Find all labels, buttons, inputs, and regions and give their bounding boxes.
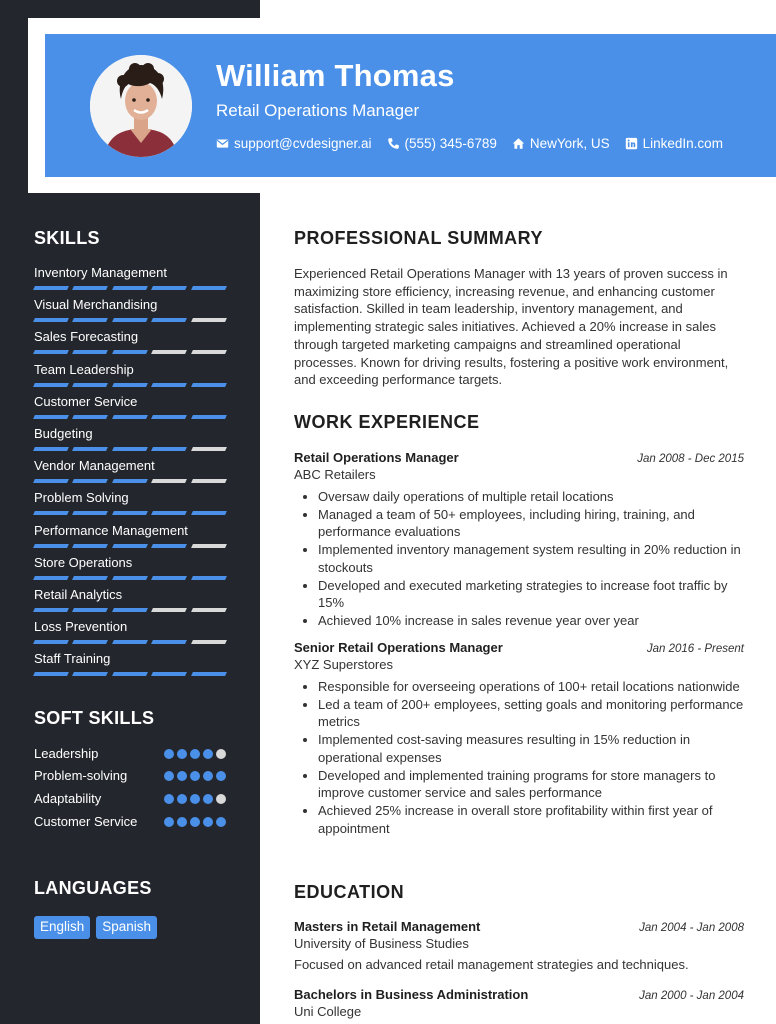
linkedin-icon — [625, 137, 638, 150]
skill-item — [34, 650, 226, 682]
profile-photo — [90, 55, 192, 157]
contact-phone-text: (555) 345-6789 — [404, 135, 497, 151]
skill-item — [34, 328, 226, 360]
skill-level-segment-filled — [151, 511, 187, 515]
home-icon — [512, 137, 525, 150]
skill-level-segment-filled — [33, 511, 69, 515]
skill-level-segment-filled — [151, 415, 187, 419]
envelope-icon — [216, 137, 229, 150]
skill-name: Vendor Management — [34, 458, 155, 474]
skill-level-segment-empty — [191, 640, 227, 644]
soft-skill-name: Adaptability — [34, 791, 102, 806]
language-tag: Spanish — [96, 916, 157, 939]
skill-level-segment-filled — [151, 286, 187, 290]
education-entry — [294, 987, 744, 1019]
skill-level-segment-empty — [151, 350, 187, 354]
skill-name: Performance Management — [34, 522, 188, 538]
skill-name: Loss Prevention — [34, 619, 128, 635]
skill-level-segment-filled — [191, 511, 227, 515]
skill-level-segment-filled — [72, 447, 108, 451]
skill-level-segment-filled — [112, 640, 148, 644]
job-bullets — [294, 488, 744, 630]
rating-dot-filled — [177, 817, 187, 827]
candidate-title: Retail Operations Manager — [216, 101, 420, 120]
rating-dot-filled — [190, 749, 200, 759]
skill-level-bar — [34, 286, 226, 290]
job-bullet: • Developed and implemented training programs for store managers to improve customer service and sales performance — [318, 767, 744, 802]
skill-level-segment-filled — [151, 318, 187, 322]
job-bullet: • Oversaw daily operations of multiple retail locations — [318, 488, 744, 506]
skill-level-segment-filled — [112, 286, 148, 290]
skill-level-bar — [34, 318, 226, 322]
skill-item — [34, 264, 226, 296]
skills-heading: SKILLS — [34, 228, 100, 248]
skill-level-segment-filled — [112, 576, 148, 580]
rating-dot-filled — [164, 749, 174, 759]
job-bullets — [294, 678, 744, 837]
rating-dot-filled — [177, 794, 187, 804]
skill-level-segment-filled — [72, 544, 108, 548]
phone-icon — [387, 137, 400, 150]
skill-level-segment-filled — [112, 544, 148, 548]
rating-dot-filled — [216, 817, 226, 827]
education-heading: EDUCATION — [294, 882, 405, 902]
skill-item — [34, 489, 226, 521]
job-entry — [294, 640, 744, 837]
job-bullet: • Implemented inventory management system resulting in 20% reduction in stockouts — [318, 541, 744, 576]
skill-level-segment-filled — [72, 415, 108, 419]
skill-level-segment-empty — [191, 447, 227, 451]
contact-linkedin-text: LinkedIn.com — [642, 135, 723, 151]
skill-level-segment-empty — [191, 608, 227, 612]
skill-item — [34, 393, 226, 425]
rating-dot-empty — [216, 749, 226, 759]
skill-level-segment-filled — [33, 640, 69, 644]
skill-level-segment-empty — [191, 544, 227, 548]
skill-level-segment-filled — [72, 640, 108, 644]
contact-location[interactable] — [512, 136, 610, 151]
skill-level-bar — [34, 544, 226, 548]
skill-level-segment-empty — [151, 608, 187, 612]
skill-name: Store Operations — [34, 554, 133, 570]
job-bullet: • Implemented cost-saving measures resulting in 15% reduction in operational expenses — [318, 731, 744, 766]
rating-dot-empty — [216, 794, 226, 804]
soft-skill-rating — [164, 794, 226, 804]
skill-level-segment-filled — [33, 383, 69, 387]
job-bullet: • Developed and executed marketing strategies to increase foot traffic by 15% — [318, 577, 744, 612]
skill-item — [34, 296, 226, 328]
soft-skills-heading: SOFT SKILLS — [34, 708, 155, 728]
soft-skill-item — [34, 813, 226, 830]
skill-name: Problem Solving — [34, 490, 129, 506]
skill-item — [34, 586, 226, 618]
job-bullet: • Achieved 25% increase in overall store profitability within first year of appointment — [318, 802, 744, 837]
skill-level-segment-filled — [33, 576, 69, 580]
skill-level-segment-filled — [112, 350, 148, 354]
skill-level-segment-filled — [33, 608, 69, 612]
job-dates: Jan 2008 - Dec 2015 — [637, 453, 744, 465]
soft-skill-rating — [164, 771, 226, 781]
skill-item — [34, 457, 226, 489]
summary-text: Experienced Retail Operations Manager with 13 years of proven success in maximizing store efficiency, increasing revenue, and enhancing customer satisfaction. Skilled in team leadership, inventory management, and implementing strategic sales initiatives. Achieved a 20% increase in sales through targeted marketing campaigns and streamlined operational processes. Known for driving results, fostering a positive work environment, and exceeding performance targets. — [294, 266, 729, 388]
skill-level-segment-empty — [191, 318, 227, 322]
skill-item — [34, 361, 226, 393]
skills-list — [34, 264, 226, 682]
rating-dot-filled — [203, 771, 213, 781]
education-entry — [294, 919, 744, 972]
languages-list — [34, 916, 157, 939]
skill-level-segment-filled — [33, 415, 69, 419]
experience-heading: WORK EXPERIENCE — [294, 412, 480, 432]
skill-level-bar — [34, 608, 226, 612]
job-bullet: • Managed a team of 50+ employees, including hiring, training, and performance evaluations — [318, 506, 744, 541]
candidate-name: William Thomas — [216, 58, 455, 93]
skill-level-bar — [34, 511, 226, 515]
skill-level-segment-filled — [112, 383, 148, 387]
rating-dot-filled — [164, 794, 174, 804]
skill-level-segment-filled — [112, 479, 148, 483]
summary-heading: PROFESSIONAL SUMMARY — [294, 228, 544, 248]
skill-name: Budgeting — [34, 425, 93, 441]
skill-level-segment-filled — [151, 672, 187, 676]
language-tag: English — [34, 916, 90, 939]
education-dates: Jan 2000 - Jan 2004 — [639, 990, 744, 1002]
contact-linkedin[interactable] — [625, 136, 723, 151]
job-role: Retail Operations Manager — [294, 450, 459, 465]
soft-skill-name: Customer Service — [34, 814, 138, 829]
job-bullet: • Responsible for overseeing operations of 100+ retail locations nationwide — [318, 678, 744, 696]
skill-level-bar — [34, 447, 226, 451]
job-dates: Jan 2016 - Present — [646, 643, 744, 655]
skill-level-segment-filled — [112, 672, 148, 676]
contact-location-text: NewYork, US — [529, 135, 610, 151]
skill-level-segment-filled — [191, 286, 227, 290]
education-degree: Bachelors in Business Administration — [294, 987, 529, 1002]
job-bullet: • Led a team of 200+ employees, setting goals and monitoring performance metrics — [318, 696, 744, 731]
rating-dot-filled — [190, 771, 200, 781]
skill-level-bar — [34, 640, 226, 644]
skill-level-segment-filled — [33, 318, 69, 322]
skill-level-segment-filled — [191, 415, 227, 419]
rating-dot-filled — [190, 817, 200, 827]
skill-level-segment-empty — [191, 350, 227, 354]
skill-level-segment-filled — [151, 383, 187, 387]
skill-level-bar — [34, 672, 226, 676]
skill-item — [34, 554, 226, 586]
contact-email[interactable] — [216, 136, 372, 151]
skill-level-segment-filled — [72, 350, 108, 354]
job-company: ABC Retailers — [294, 467, 376, 482]
rating-dot-filled — [164, 771, 174, 781]
skill-name: Sales Forecasting — [34, 329, 139, 345]
skill-name: Retail Analytics — [34, 586, 123, 602]
rating-dot-filled — [164, 817, 174, 827]
soft-skill-item — [34, 745, 226, 762]
skill-item — [34, 522, 226, 554]
soft-skill-name: Leadership — [34, 746, 99, 761]
skill-level-segment-filled — [72, 576, 108, 580]
skill-level-bar — [34, 479, 226, 483]
avatar — [90, 55, 192, 157]
rating-dot-filled — [177, 749, 187, 759]
skill-level-segment-filled — [72, 479, 108, 483]
rating-dot-filled — [190, 794, 200, 804]
skill-name: Inventory Management — [34, 265, 167, 280]
skill-level-bar — [34, 415, 226, 419]
skill-item — [34, 618, 226, 650]
soft-skill-rating — [164, 817, 226, 827]
soft-skill-item — [34, 790, 226, 807]
skill-level-segment-filled — [151, 447, 187, 451]
skill-level-segment-filled — [33, 544, 69, 548]
skill-item — [34, 425, 226, 457]
skill-level-segment-filled — [151, 544, 187, 548]
education-school: University of Business Studies — [294, 936, 469, 951]
skill-level-segment-filled — [112, 511, 148, 515]
skill-level-segment-filled — [191, 383, 227, 387]
skill-name: Visual Merchandising — [34, 297, 158, 313]
rating-dot-filled — [177, 771, 187, 781]
contact-list — [216, 134, 723, 152]
skill-level-segment-filled — [72, 286, 108, 290]
skill-level-segment-filled — [151, 576, 187, 580]
soft-skill-name: Problem-solving — [34, 768, 128, 783]
skill-level-segment-filled — [72, 511, 108, 515]
job-company: XYZ Superstores — [294, 657, 393, 672]
skill-level-bar — [34, 350, 226, 354]
languages-heading: LANGUAGES — [34, 878, 152, 898]
rating-dot-filled — [203, 794, 213, 804]
skill-level-segment-filled — [33, 479, 69, 483]
contact-phone[interactable] — [387, 136, 497, 151]
contact-email-text: support@cvdesigner.ai — [234, 135, 372, 151]
skill-level-segment-filled — [112, 415, 148, 419]
job-bullet: • Achieved 10% increase in sales revenue year over year — [318, 612, 744, 630]
education-description: Focused on advanced retail management strategies and techniques. — [294, 957, 689, 972]
rating-dot-filled — [216, 771, 226, 781]
skill-level-segment-empty — [191, 479, 227, 483]
education-dates: Jan 2004 - Jan 2008 — [639, 922, 744, 934]
skill-level-segment-filled — [33, 350, 69, 354]
soft-skill-rating — [164, 749, 226, 759]
skill-level-segment-filled — [72, 383, 108, 387]
skill-level-segment-filled — [112, 318, 148, 322]
job-role: Senior Retail Operations Manager — [294, 640, 503, 655]
skill-level-segment-filled — [72, 608, 108, 612]
skill-name: Staff Training — [34, 651, 111, 667]
job-entry — [294, 450, 744, 630]
skill-level-segment-filled — [112, 608, 148, 612]
skill-level-segment-filled — [191, 672, 227, 676]
education-school: Uni College — [294, 1004, 362, 1019]
skill-level-segment-filled — [112, 447, 148, 451]
skill-name: Team Leadership — [34, 361, 134, 377]
skill-level-segment-filled — [72, 318, 108, 322]
rating-dot-filled — [203, 817, 213, 827]
skill-level-segment-filled — [33, 286, 69, 290]
skill-level-segment-filled — [151, 640, 187, 644]
skill-level-bar — [34, 576, 226, 580]
skill-level-bar — [34, 383, 226, 387]
education-degree: Masters in Retail Management — [294, 919, 481, 934]
rating-dot-filled — [203, 749, 213, 759]
skill-name: Customer Service — [34, 393, 138, 409]
skill-level-segment-filled — [72, 672, 108, 676]
skill-level-segment-filled — [33, 447, 69, 451]
skill-level-segment-empty — [151, 479, 187, 483]
skill-level-segment-filled — [33, 672, 69, 676]
skill-level-segment-filled — [191, 576, 227, 580]
soft-skill-item — [34, 767, 226, 784]
